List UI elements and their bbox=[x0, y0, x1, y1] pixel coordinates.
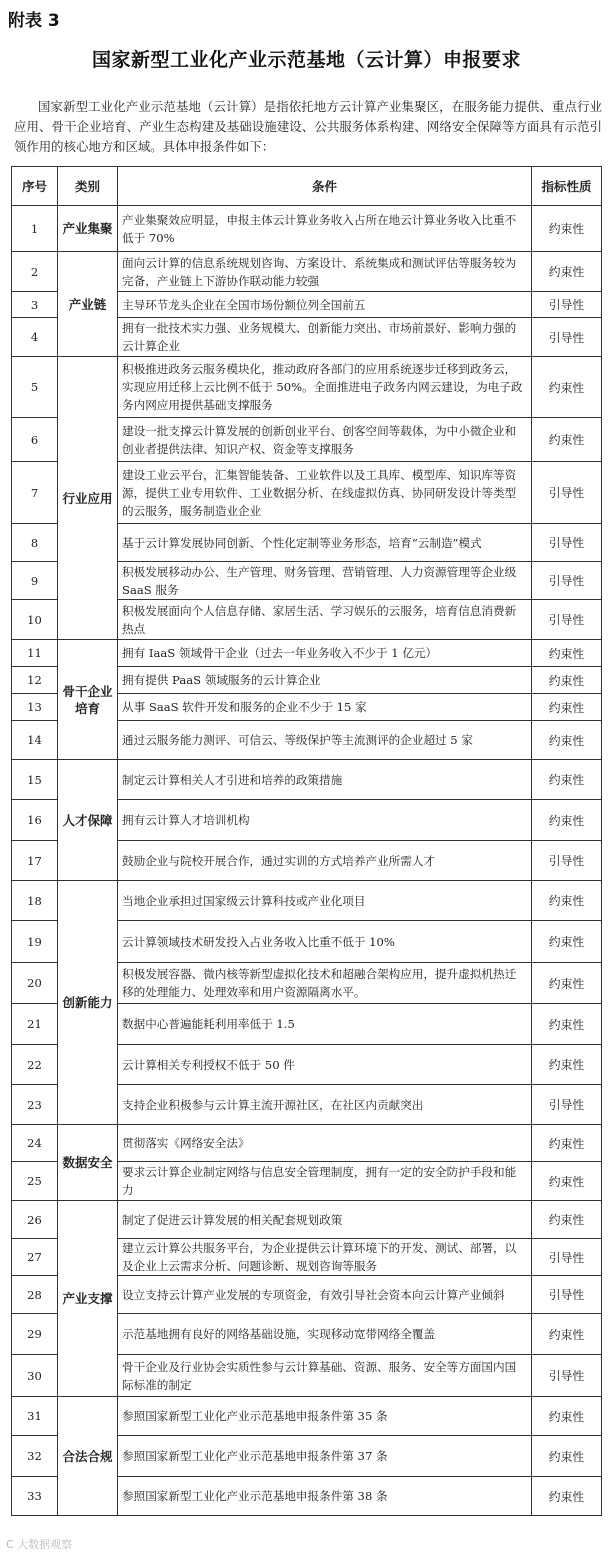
category-cell: 行业应用 bbox=[58, 357, 118, 640]
condition-cell: 积极推进政务云服务模块化，推动政府各部门的应用系统逐步迁移到政务云，实现应用迁移上云比例不低于 50%。全面推进电子政务内网云建设，为电子政务内网应用提供基础支撑服务 bbox=[118, 357, 532, 418]
condition-cell: 通过云服务能力测评、可信云、等级保护等主流测评的企业超过 5 家 bbox=[118, 721, 532, 760]
header-no: 序号 bbox=[12, 167, 58, 206]
nature-cell: 约束性 bbox=[532, 921, 602, 963]
row-number: 22 bbox=[12, 1045, 58, 1085]
condition-cell: 产业集聚效应明显，申报主体云计算业务收入占所在地云计算业务收入比重不低于 70% bbox=[118, 206, 532, 252]
table-row bbox=[12, 1125, 602, 1162]
nature-cell: 约束性 bbox=[532, 418, 602, 462]
nature-cell: 约束性 bbox=[532, 1045, 602, 1085]
table-header-row bbox=[12, 167, 602, 206]
intro-paragraph: 国家新型工业化产业示范基地（云计算）是指依托地方云计算产业集聚区，在服务能力提供、重点行业应用、骨干企业培育、产业生态构建及基础设施建设、公共服务体系构建、网络安全保障等方面具有示范引领作用的核心地方和区域。具体申报条件如下： bbox=[14, 99, 602, 154]
row-number: 2 bbox=[12, 252, 58, 292]
row-number: 1 bbox=[12, 206, 58, 252]
condition-cell: 建设工业云平台，汇集智能装备、工业软件以及工具库、模型库、知识库等资源，提供工业专用软件、工业数据分析、在线虚拟仿真、协同研发设计等类型的云服务，服务制造业企业 bbox=[118, 462, 532, 524]
nature-cell: 引导性 bbox=[532, 1085, 602, 1125]
nature-cell: 约束性 bbox=[532, 1201, 602, 1239]
annex-label: 附表 3 bbox=[8, 11, 60, 31]
condition-cell: 云计算相关专利授权不低于 50 件 bbox=[118, 1045, 532, 1085]
row-number: 9 bbox=[12, 562, 58, 600]
row-number: 29 bbox=[12, 1314, 58, 1355]
table-row bbox=[12, 640, 602, 667]
row-number: 24 bbox=[12, 1125, 58, 1162]
row-number: 8 bbox=[12, 524, 58, 562]
condition-cell: 主导环节龙头企业在全国市场份额位列全国前五 bbox=[118, 292, 532, 318]
header-condition: 条件 bbox=[118, 167, 532, 206]
condition-cell: 鼓励企业与院校开展合作，通过实训的方式培养产业所需人才 bbox=[118, 841, 532, 881]
row-number: 3 bbox=[12, 292, 58, 318]
table-row bbox=[12, 252, 602, 292]
nature-cell: 约束性 bbox=[532, 963, 602, 1004]
row-number: 32 bbox=[12, 1436, 58, 1477]
row-number: 15 bbox=[12, 760, 58, 800]
condition-cell: 贯彻落实《网络安全法》 bbox=[118, 1125, 532, 1162]
nature-cell: 约束性 bbox=[532, 1436, 602, 1477]
condition-cell: 设立支持云计算产业发展的专项资金，有效引导社会资本向云计算产业倾斜 bbox=[118, 1276, 532, 1314]
condition-cell: 示范基地拥有良好的网络基础设施，实现移动宽带网络全覆盖 bbox=[118, 1314, 532, 1355]
row-number: 20 bbox=[12, 963, 58, 1004]
nature-cell: 约束性 bbox=[532, 252, 602, 292]
nature-cell: 约束性 bbox=[532, 721, 602, 760]
nature-cell: 引导性 bbox=[532, 1355, 602, 1397]
nature-cell: 引导性 bbox=[532, 524, 602, 562]
category-cell: 创新能力 bbox=[58, 881, 118, 1125]
condition-cell: 拥有云计算人才培训机构 bbox=[118, 800, 532, 841]
condition-cell: 拥有 IaaS 领域骨干企业（过去一年业务收入不少于 1 亿元） bbox=[118, 640, 532, 667]
nature-cell: 约束性 bbox=[532, 800, 602, 841]
watermark-text: C 大数据观察 bbox=[6, 1538, 73, 1551]
row-number: 21 bbox=[12, 1004, 58, 1045]
nature-cell: 约束性 bbox=[532, 640, 602, 667]
nature-cell: 约束性 bbox=[532, 1162, 602, 1201]
condition-cell: 建设一批支撑云计算发展的创新创业平台、创客空间等载体，为中小微企业和创业者提供法律、知识产权、资金等支撑服务 bbox=[118, 418, 532, 462]
condition-cell: 参照国家新型工业化产业示范基地申报条件第 37 条 bbox=[118, 1436, 532, 1477]
row-number: 13 bbox=[12, 694, 58, 721]
row-number: 25 bbox=[12, 1162, 58, 1201]
row-number: 11 bbox=[12, 640, 58, 667]
category-cell: 骨干企业培育 bbox=[58, 640, 118, 760]
nature-cell: 引导性 bbox=[532, 318, 602, 357]
category-cell: 数据安全 bbox=[58, 1125, 118, 1201]
row-number: 18 bbox=[12, 881, 58, 921]
nature-cell: 约束性 bbox=[532, 357, 602, 418]
row-number: 30 bbox=[12, 1355, 58, 1397]
nature-cell: 约束性 bbox=[532, 1477, 602, 1516]
condition-cell: 积极发展移动办公、生产管理、财务管理、营销管理、人力资源管理等企业级 SaaS 服务 bbox=[118, 562, 532, 600]
nature-cell: 约束性 bbox=[532, 1125, 602, 1162]
condition-cell: 要求云计算企业制定网络与信息安全管理制度，拥有一定的安全防护手段和能力 bbox=[118, 1162, 532, 1201]
condition-cell: 从事 SaaS 软件开发和服务的企业不少于 15 家 bbox=[118, 694, 532, 721]
condition-cell: 制定云计算相关人才引进和培养的政策措施 bbox=[118, 760, 532, 800]
table-row bbox=[12, 1201, 602, 1239]
category-cell: 人才保障 bbox=[58, 760, 118, 881]
category-cell: 产业支撑 bbox=[58, 1201, 118, 1397]
nature-cell: 约束性 bbox=[532, 667, 602, 694]
category-cell: 产业链 bbox=[58, 252, 118, 357]
table-body bbox=[12, 206, 602, 1516]
nature-cell: 引导性 bbox=[532, 1276, 602, 1314]
row-number: 12 bbox=[12, 667, 58, 694]
row-number: 28 bbox=[12, 1276, 58, 1314]
row-number: 4 bbox=[12, 318, 58, 357]
nature-cell: 约束性 bbox=[532, 694, 602, 721]
nature-cell: 引导性 bbox=[532, 841, 602, 881]
nature-cell: 引导性 bbox=[532, 562, 602, 600]
page-title: 国家新型工业化产业示范基地（云计算）申报要求 bbox=[91, 49, 521, 71]
condition-cell: 建立云计算公共服务平台，为企业提供云计算环境下的开发、测试、部署，以及企业上云需求分析、问题诊断、规划咨询等服务 bbox=[118, 1239, 532, 1276]
header-nature: 指标性质 bbox=[532, 167, 602, 206]
condition-cell: 支持企业积极参与云计算主流开源社区，在社区内贡献突出 bbox=[118, 1085, 532, 1125]
category-cell: 合法合规 bbox=[58, 1397, 118, 1516]
condition-cell: 参照国家新型工业化产业示范基地申报条件第 35 条 bbox=[118, 1397, 532, 1436]
table-row bbox=[12, 206, 602, 252]
row-number: 7 bbox=[12, 462, 58, 524]
nature-cell: 引导性 bbox=[532, 1239, 602, 1276]
row-number: 23 bbox=[12, 1085, 58, 1125]
row-number: 19 bbox=[12, 921, 58, 963]
table-row bbox=[12, 760, 602, 800]
category-cell: 产业集聚 bbox=[58, 206, 118, 252]
row-number: 33 bbox=[12, 1477, 58, 1516]
condition-cell: 当地企业承担过国家级云计算科技或产业化项目 bbox=[118, 881, 532, 921]
table-row bbox=[12, 881, 602, 921]
table-row bbox=[12, 357, 602, 418]
condition-cell: 数据中心普遍能耗利用率低于 1.5 bbox=[118, 1004, 532, 1045]
nature-cell: 约束性 bbox=[532, 881, 602, 921]
table-row bbox=[12, 1397, 602, 1436]
row-number: 31 bbox=[12, 1397, 58, 1436]
nature-cell: 引导性 bbox=[532, 600, 602, 640]
row-number: 26 bbox=[12, 1201, 58, 1239]
row-number: 17 bbox=[12, 841, 58, 881]
row-number: 10 bbox=[12, 600, 58, 640]
row-number: 5 bbox=[12, 357, 58, 418]
condition-cell: 参照国家新型工业化产业示范基地申报条件第 38 条 bbox=[118, 1477, 532, 1516]
condition-cell: 骨干企业及行业协会实质性参与云计算基础、资源、服务、安全等方面国内国际标准的制定 bbox=[118, 1355, 532, 1397]
header-category: 类别 bbox=[58, 167, 118, 206]
nature-cell: 约束性 bbox=[532, 760, 602, 800]
nature-cell: 约束性 bbox=[532, 1397, 602, 1436]
condition-cell: 积极发展容器、微内核等新型虚拟化技术和超融合架构应用，提升虚拟机热迁移的处理能力、处理效率和用户资源隔离水平。 bbox=[118, 963, 532, 1004]
nature-cell: 约束性 bbox=[532, 1004, 602, 1045]
row-number: 6 bbox=[12, 418, 58, 462]
row-number: 16 bbox=[12, 800, 58, 841]
condition-cell: 拥有一批技术实力强、业务规模大、创新能力突出、市场前景好、影响力强的云计算企业 bbox=[118, 318, 532, 357]
condition-cell: 积极发展面向个人信息存储、家居生活、学习娱乐的云服务，培育信息消费新热点 bbox=[118, 600, 532, 640]
nature-cell: 引导性 bbox=[532, 292, 602, 318]
condition-cell: 制定了促进云计算发展的相关配套规划政策 bbox=[118, 1201, 532, 1239]
requirements-table bbox=[11, 166, 602, 1516]
condition-cell: 拥有提供 PaaS 领域服务的云计算企业 bbox=[118, 667, 532, 694]
condition-cell: 云计算领域技术研发投入占业务收入比重不低于 10% bbox=[118, 921, 532, 963]
condition-cell: 基于云计算发展协同创新、个性化定制等业务形态，培育“云制造”模式 bbox=[118, 524, 532, 562]
nature-cell: 约束性 bbox=[532, 1314, 602, 1355]
row-number: 27 bbox=[12, 1239, 58, 1276]
condition-cell: 面向云计算的信息系统规划咨询、方案设计、系统集成和测试评估等服务较为完备，产业链上下游协作联动能力较强 bbox=[118, 252, 532, 292]
nature-cell: 引导性 bbox=[532, 462, 602, 524]
row-number: 14 bbox=[12, 721, 58, 760]
nature-cell: 约束性 bbox=[532, 206, 602, 252]
